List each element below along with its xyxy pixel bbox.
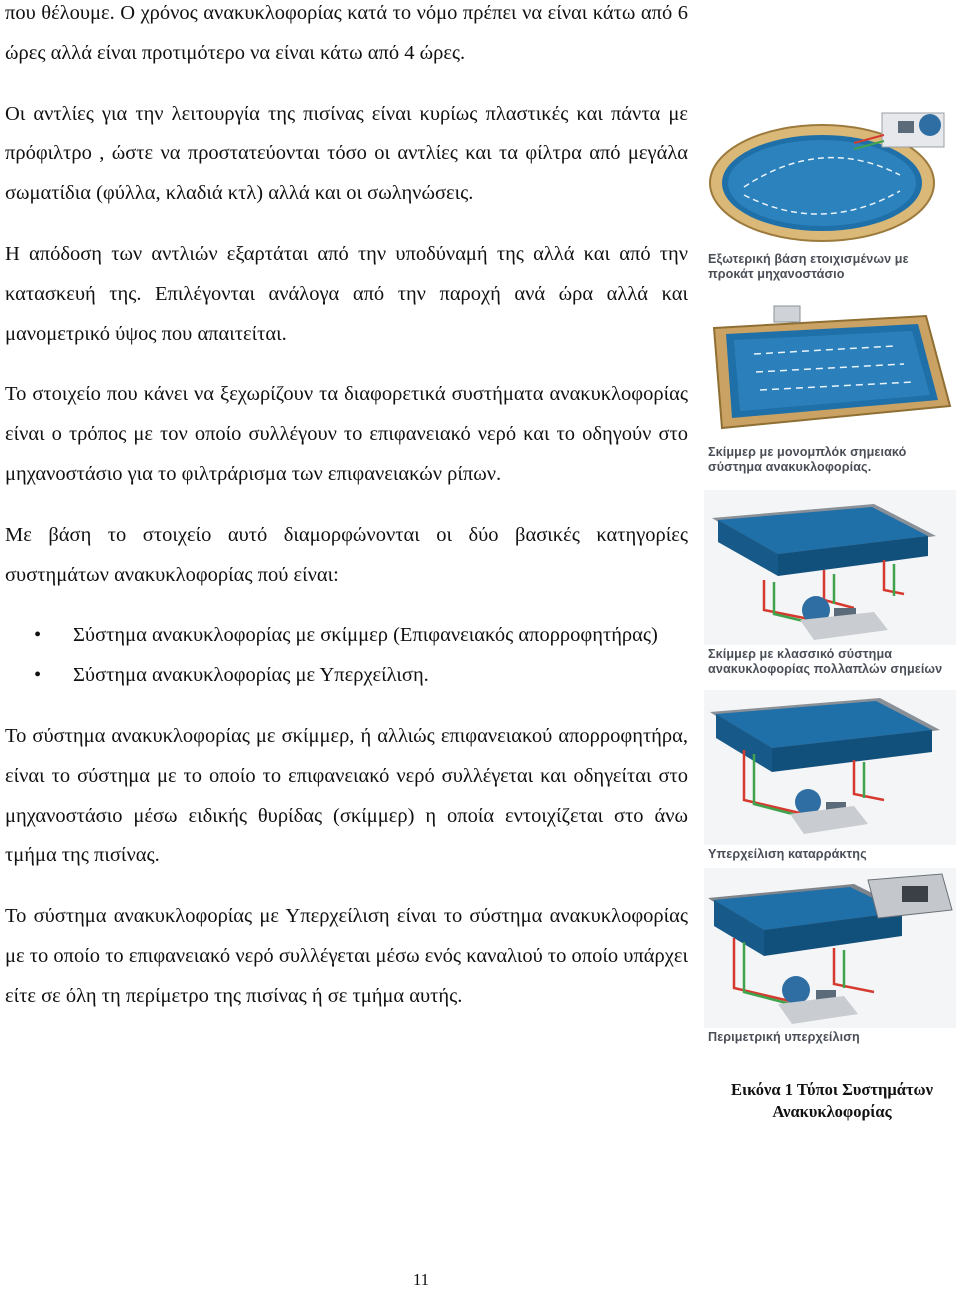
- figure-skimmer-monoblock: [704, 288, 956, 475]
- oval-pool-illustration: [704, 95, 956, 250]
- rect-pool-illustration: [704, 288, 956, 443]
- bullet-icon: •: [34, 624, 42, 647]
- paragraph-pump-performance: Η απόδοση των αντλιών εξαρτάται από την υποδύναμή της αλλά και από την κατασκευή της. Επιλέγονται ανάλογα από την παροχή ανά ώρα αλλά και μανομετρικό ύψος που απαιτείται.: [5, 242, 688, 345]
- paragraph-system-difference: Το στοιχείο που κάνει να ξεχωρίζουν τα διαφορετικά συστήματα ανακυκλοφορίας είναι ο τρόπος με τον οποίο συλλέγουν το επιφανειακό νερό και το οδηγούν στο μηχανοστάσιο για το φιλτράρισμα των επιφανειακών ρίπων.: [5, 383, 688, 485]
- paragraph-recirculation-time: που θέλουμε. Ο χρόνος ανακυκλοφορίας κατά το νόμο πρέπει να είναι κάτω από 6 ώρες αλλά είναι προτιμότερο να είναι κάτω από 4 ώρες.: [5, 2, 688, 64]
- figure-external-base: [704, 95, 956, 282]
- classic-system-illustration: [704, 490, 956, 645]
- figure-perimeter-overflow: [704, 868, 956, 1045]
- image-caption: Υπερχείλιση καταρράκτης: [708, 847, 867, 861]
- system-types-list: [5, 616, 688, 696]
- paragraph-categories: Με βάση το στοιχείο αυτό διαμορφώνονται οι δύο βασικές κατηγορίες συστημάτων ανακυκλοφορίας πού είναι:: [5, 523, 688, 586]
- paragraph-pumps: Οι αντλίες για την λειτουργία της πισίνας είναι κυρίως πλαστικές και πάντα με πρόφιλτρο , ώστε να προστατεύονται τόσο οι αντλίες και τα φίλτρα από μεγάλα σωματίδια (φύλλα, κλαδιά κτλ) αλλά και οι σωληνώσεις.: [5, 102, 688, 205]
- figure-cascade-overflow: [704, 690, 956, 862]
- body-text: [5, 0, 688, 1017]
- bullet-icon: •: [34, 664, 42, 687]
- list-item: • Σύστημα ανακυκλοφορίας με Υπερχείλιση.: [5, 656, 688, 696]
- paragraph-skimmer-system: Το σύστημα ανακυκλοφορίας με σκίμμερ, ή αλλιώς επιφανειακού απορροφητήρα, είναι το σύστημα με το οποίο το επιφανειακό νερό συλλέγεται και οδηγείται στο μηχανοστάσιο μέσω ειδικής θυρίδας (σκίμμερ) η οποία εντοιχίζεται στο άνω τμήμα της πισίνας.: [5, 724, 688, 867]
- page-number: 11: [412, 1270, 430, 1289]
- paragraph-overflow-system: Το σύστημα ανακυκλοφορίας με Υπερχείλιση είναι το σύστημα ανακυκλοφορίας με το οποίο το επιφανειακό νερό συλλέγεται μέσω ενός καναλιού το οποίο υπάρχει είτε σε όλη τη περίμετρο της πισίνας ή σε τμήμα αυτής.: [5, 905, 688, 1007]
- figure-caption: Εικόνα 1 Τύποι Συστημάτων Ανακυκλοφορίας: [731, 1080, 933, 1121]
- cascade-overflow-illustration: [704, 690, 956, 845]
- perimeter-overflow-illustration: [704, 868, 956, 1028]
- image-caption: Περιμετρική υπερχείλιση: [708, 1030, 860, 1044]
- list-item: • Σύστημα ανακυκλοφορίας με σκίμμερ (Επιφανειακός απορροφητήρας): [5, 616, 688, 656]
- image-caption: Σκίμμερ με κλασσικό σύστημα ανακυκλοφορίας πολλαπλών σημείων: [708, 647, 943, 676]
- image-caption: Σκίμμερ με μονομπλόκ σημειακό σύστημα ανακυκλοφορίας.: [708, 445, 907, 474]
- image-caption: Εξωτερική βάση ετοιχισμένων με προκάτ μηχανοστάσιο: [708, 252, 909, 281]
- figure-skimmer-classic: [704, 490, 956, 677]
